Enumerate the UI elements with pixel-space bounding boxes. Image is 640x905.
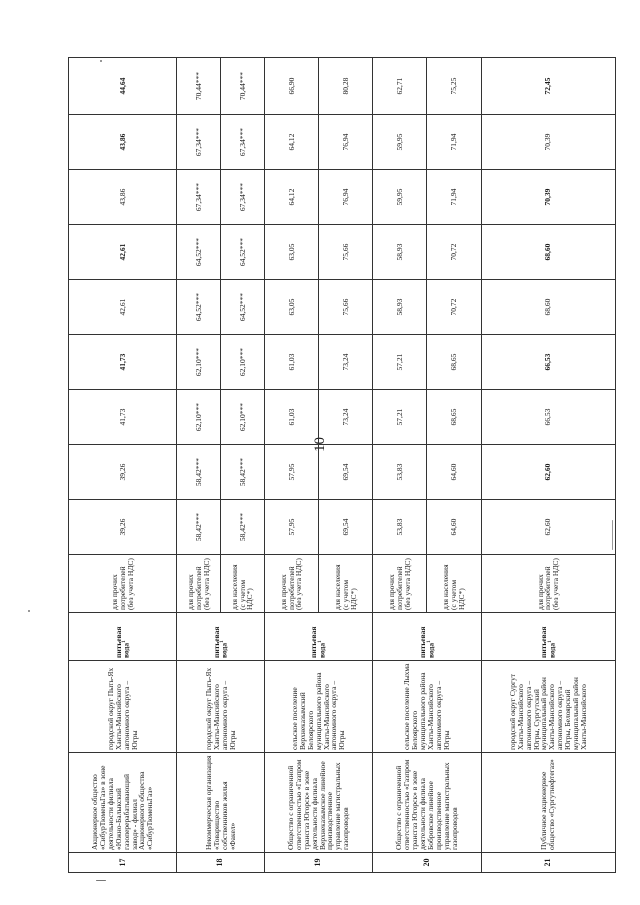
resource-type (373, 613, 481, 661)
tariff-value: 68,60 (481, 280, 615, 335)
table-row (177, 58, 221, 873)
tariff-value: 73,24 (319, 390, 373, 445)
consumer-type: для прочих потребителей (без учета НДС) (177, 555, 221, 613)
tariff-value: 75,25 (427, 58, 481, 115)
tariff-value: 64,12 (264, 115, 318, 170)
tariff-value: 70,39 (481, 170, 615, 225)
tariff-value: 67,34*** (177, 115, 221, 170)
tariff-value: 43,86 (69, 170, 177, 225)
tariff-value: 68,60 (481, 225, 615, 280)
resource-label: питьевая вода (417, 626, 436, 658)
tariff-value: 64,52*** (177, 225, 221, 280)
tariff-value: 61,03 (264, 390, 318, 445)
row-number: 18 (177, 853, 264, 873)
tariff-value: 69,54 (319, 500, 373, 555)
resource-label: питьевая вода (539, 626, 557, 658)
organization-name: Публичное акционерное общество «Сургутнефтегаз» (481, 753, 615, 853)
tariff-value: 64,60 (427, 500, 481, 555)
tariff-value: 66,90 (264, 58, 318, 115)
tariff-value: 69,54 (319, 445, 373, 500)
tariff-value: 64,60 (427, 445, 481, 500)
tariff-value: 70,44*** (221, 58, 265, 115)
tariff-value: 71,94 (427, 170, 481, 225)
resource-label: питьевая вода (309, 626, 327, 658)
tariff-value: 62,71 (373, 58, 427, 115)
tariff-value: 63,05 (264, 225, 318, 280)
tariff-value: 72,45 (481, 58, 615, 115)
resource-type (481, 613, 615, 661)
resource-type (69, 613, 177, 661)
page-number: 10 (312, 437, 328, 452)
resource-label: питьевая вода (113, 626, 131, 658)
table-row (373, 58, 427, 873)
tariff-value: 58,93 (373, 280, 427, 335)
resource-footnote: 1 (318, 640, 324, 643)
tariff-value: 62,10*** (177, 390, 221, 445)
consumer-type: для прочих потребителей (без учета НДС) (264, 555, 318, 613)
resource-footnote: 1 (220, 640, 226, 643)
table-row (69, 58, 177, 873)
tariff-value: 57,21 (373, 390, 427, 445)
territory: сельское поселение Верхнеказымский Белоярского муниципального района Ханты-Мансийского автономного округа – Югры (264, 661, 372, 753)
tariff-value: 57,95 (264, 445, 318, 500)
consumer-type: для прочих потребителей (без учета НДС) (69, 555, 177, 613)
tariff-value: 64,52*** (221, 225, 265, 280)
consumer-type: для прочих потребителей (без учета НДС) (373, 555, 427, 613)
scan-speck (100, 60, 102, 62)
tariff-value: 41,73 (69, 335, 177, 390)
tariff-value: 53,83 (373, 445, 427, 500)
tariff-value: 44,64 (69, 58, 177, 115)
tariff-value: 39,26 (69, 445, 177, 500)
resource-footnote: 1 (426, 640, 432, 643)
tariff-value: 62,10*** (221, 335, 265, 390)
resource-type (264, 613, 372, 661)
tariff-value: 59,95 (373, 115, 427, 170)
consumer-type: для населения (с учетом НДС*) (427, 555, 481, 613)
row-number: 17 (69, 853, 177, 873)
tariff-value: 68,65 (427, 335, 481, 390)
tariff-value: 64,12 (264, 170, 318, 225)
organization-name: Общество с ограниченной ответственностью «Газпром трансгаз Югорск» в зоне деятельности филиала Бобровское линейное производственное управление магистральных газопроводов (373, 753, 481, 853)
table-row (481, 58, 615, 873)
tariff-value: 70,72 (427, 225, 481, 280)
tariff-value: 39,26 (69, 500, 177, 555)
tariff-value: 42,61 (69, 225, 177, 280)
row-number: 20 (373, 853, 481, 873)
territory: городской округ Сургут Ханты-Мансийского автономного округа – Югры, Сургутский муниципальный район Ханты-Мансийского автономного округа – Югры, Белоярский муниципальный район Ханты-Мансийского (481, 661, 615, 753)
resource-footnote: 1 (122, 640, 128, 643)
tariff-value: 70,44*** (177, 58, 221, 115)
tariff-value: 58,42*** (177, 445, 221, 500)
tariff-value: 67,34*** (221, 115, 265, 170)
tariff-value: 75,66 (319, 225, 373, 280)
tariff-value: 58,42*** (221, 500, 265, 555)
territory: городской округ Пыть-Ях Ханты-Мансийского автономного округа – Югры (69, 661, 177, 753)
tariff-value: 58,42*** (221, 445, 265, 500)
scan-speck (28, 610, 30, 612)
tariff-value: 66,53 (481, 390, 615, 445)
tariff-value: 63,05 (264, 280, 318, 335)
tariff-value: 76,94 (319, 115, 373, 170)
rotated-tariff-table (68, 58, 616, 873)
tariff-value: 67,34*** (221, 170, 265, 225)
organization-name: Некоммерческая организация «Товарищество собственников жилья «Факел» (177, 753, 264, 853)
tariff-value: 59,95 (373, 170, 427, 225)
tariff-table (68, 57, 616, 873)
row-number: 19 (264, 853, 372, 873)
tariff-value: 64,52*** (177, 280, 221, 335)
tariff-value: 57,21 (373, 335, 427, 390)
tariff-value: 66,53 (481, 335, 615, 390)
tariff-value: 53,83 (373, 500, 427, 555)
resource-type (177, 613, 264, 661)
tariff-value: 62,60 (481, 445, 615, 500)
tariff-value: 43,86 (69, 115, 177, 170)
tariff-value: 70,39 (481, 115, 615, 170)
scan-edge-line (612, 520, 613, 550)
tariff-value: 42,61 (69, 280, 177, 335)
tariff-value: 57,95 (264, 500, 318, 555)
resource-label: питьевая вода (211, 626, 229, 658)
tariff-value: 62,60 (481, 500, 615, 555)
tariff-value: 71,94 (427, 115, 481, 170)
organization-name: Общество с ограниченной ответственностью «Газпром трансгаз Югорск» в зоне деятельности филиала Верхнеказымское линейное производственное управление магистральных газопроводов (264, 753, 372, 853)
tariff-value: 80,28 (319, 58, 373, 115)
tariff-value: 75,66 (319, 280, 373, 335)
tariff-value: 62,10*** (221, 390, 265, 445)
table-body (69, 58, 616, 873)
table-row (264, 58, 318, 873)
row-number: 21 (481, 853, 615, 873)
scan-speck (96, 880, 106, 881)
territory: городской округ Пыть-Ях Ханты-Мансийского автономного округа – Югры (177, 661, 264, 753)
tariff-value: 64,52*** (221, 280, 265, 335)
consumer-type: для прочих потребителей (без учета НДС) (481, 555, 615, 613)
tariff-value: 61,03 (264, 335, 318, 390)
organization-name: Акционерное общество «СибурТюменьГаз» в зоне деятельности филиала «Южно-Балыкский газоперерабатывающий завод» - филиал Акционерного общества «СибурТюменьГаз» (69, 753, 177, 853)
tariff-value: 41,73 (69, 390, 177, 445)
resource-footnote: 1 (548, 640, 554, 643)
tariff-value: 58,93 (373, 225, 427, 280)
tariff-value: 68,65 (427, 390, 481, 445)
tariff-value: 62,10*** (177, 335, 221, 390)
tariff-value: 73,24 (319, 335, 373, 390)
tariff-value: 67,34*** (177, 170, 221, 225)
consumer-type: для населения (с учетом НДС*) (221, 555, 265, 613)
consumer-type: для населения (с учетом НДС*) (319, 555, 373, 613)
tariff-value: 76,94 (319, 170, 373, 225)
territory: сельское поселение Лыхма Белоярского муниципального района Ханты-Мансийского автономного округа – Югры (373, 661, 481, 753)
tariff-value: 58,42*** (177, 500, 221, 555)
tariff-value: 70,72 (427, 280, 481, 335)
